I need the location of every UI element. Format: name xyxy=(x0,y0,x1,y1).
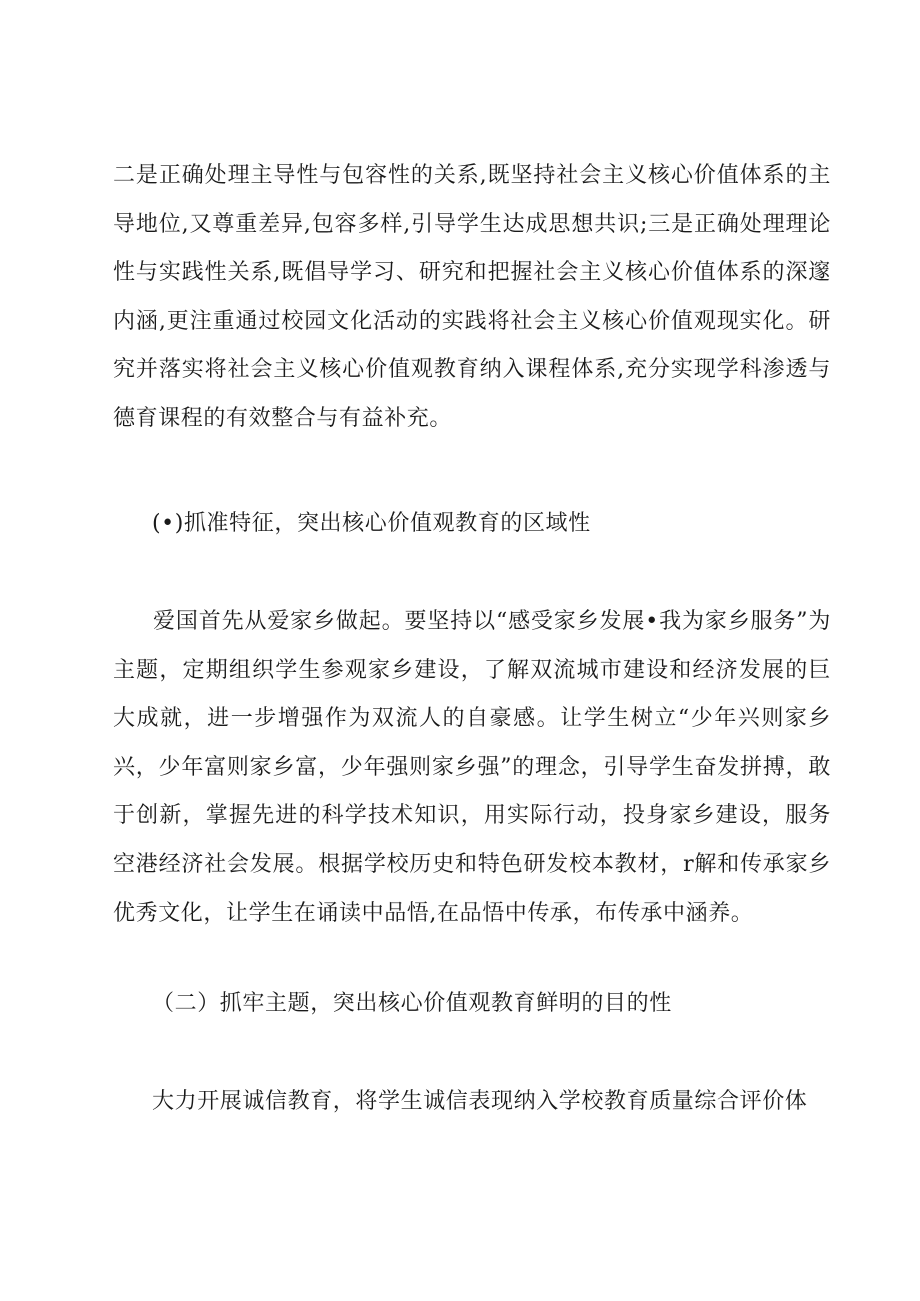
body-paragraph: 爱国首先从爱家乡做起。要坚持以“感受家乡发展•我为家乡服务”为主题，定期组织学生参观家乡建设，了解双流城市建设和经济发展的巨大成就，进一步增强作为双流人的自豪感。让学生树立“少年兴则家乡兴，少年富则家乡富，少年强则家乡强”的理念，引导学生奋发拼搏，敢于创新，掌握先进的科学技术知识，用实际行动，投身家乡建设，服务空港经济社会发展。根据学校历史和特色研发校本教材，r解和传承家乡优秀文化，让学生在诵读中品悟,在品悟中传承，布传承中涵养。 xyxy=(113,609,831,926)
section-heading: （二）抓牢主题，突出核心价值观教育鲜明的目的性 xyxy=(152,991,672,1016)
section-heading: (•)抓准特征，突出核心价值观教育的区域性 xyxy=(152,511,591,536)
body-paragraph: 二是正确处理主导性与包容性的关系,既坚持社会主义核心价值体系的主导地位,又尊重差异,包容多样,引导学生达成思想共识;三是正确处理理论性与实践性关系,既倡导学习、研究和把握社会主义核心价值体系的深邃内涵,更注重通过校园文化活动的实践将社会主义核心价值观现实化。研究并落实将社会主义核心价值观教育纳入课程体系,充分实现学科渗透与德育课程的有效整合与有益补充。 xyxy=(113,163,831,431)
body-paragraph: 大力开展诚信教育，将学生诚信表现纳入学校教育质量综合评价体 xyxy=(152,1089,808,1114)
